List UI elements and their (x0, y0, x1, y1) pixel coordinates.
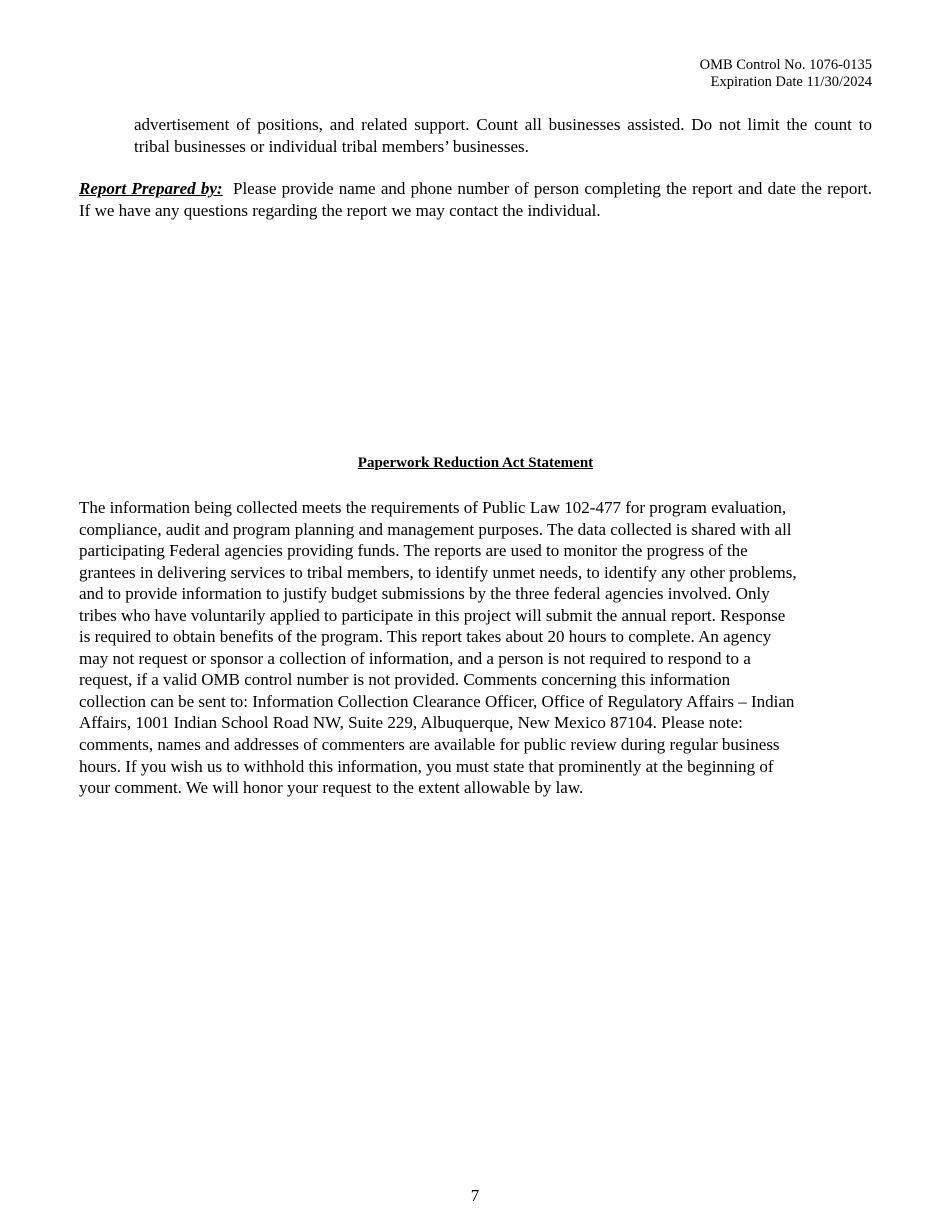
paperwork-line: Affairs, 1001 Indian School Road NW, Suite 229, Albuquerque, New Mexico 87104. Please note: (79, 713, 743, 733)
paperwork-title: Paperwork Reduction Act Statement (357, 455, 594, 471)
paperwork-line: grantees in delivering services to tribal members, to identify unmet needs, to identify any other problems, (79, 562, 797, 582)
paperwork-line: collection can be sent to: Information Collection Clearance Officer, Office of Regulatory Affairs – Indian (79, 691, 795, 711)
expiration-date: Expiration Date 11/30/2024 (710, 74, 872, 90)
page-number: 7 (470, 1186, 480, 1205)
paperwork-line: comments, names and addresses of commenters are available for public review during regular business (79, 735, 780, 755)
continued-paragraph: advertisement of positions, and related support. Count all businesses assisted. Do not limit the count to tribal businesses or individual tribal members’ businesses. (134, 115, 872, 156)
report-prepared-section (79, 178, 881, 221)
paperwork-line: may not request or sponsor a collection of information, and a person is not required to respond to a (79, 648, 751, 668)
omb-header (700, 57, 872, 91)
paperwork-line: The information being collected meets the requirements of Public Law 102-477 for program evaluation, (79, 498, 787, 517)
paperwork-line: participating Federal agencies providing funds. The reports are used to monitor the progress of the (79, 541, 748, 561)
paperwork-line: compliance, audit and program planning and management purposes. The data collected is shared with all (79, 519, 792, 539)
paperwork-line: your comment. We will honor your request to the extent allowable by law. (79, 778, 584, 798)
omb-control-number: OMB Control No. 1076-0135 (699, 57, 872, 73)
paperwork-line: hours. If you wish us to withhold this information, you must state that prominently at the beginning of (79, 756, 774, 776)
report-prepared-text: Please provide name and phone number of person completing the report and date the report. If we have any questions regarding the report we may contact the individual. (79, 179, 881, 220)
paperwork-line: request, if a valid OMB control number is not provided. Comments concerning this information (79, 670, 731, 690)
paperwork-line: is required to obtain benefits of the program. This report takes about 20 hours to complete. An agency (79, 627, 772, 647)
paperwork-line: and to provide information to justify budget submissions by the three federal agencies involved. Only (79, 584, 770, 604)
paperwork-statement (79, 497, 879, 799)
report-prepared-label: Report Prepared by (79, 179, 217, 198)
report-prepared-colon: : (216, 179, 223, 198)
paperwork-line: tribes who have voluntarily applied to participate in this project will submit the annual report. Response (79, 605, 786, 625)
